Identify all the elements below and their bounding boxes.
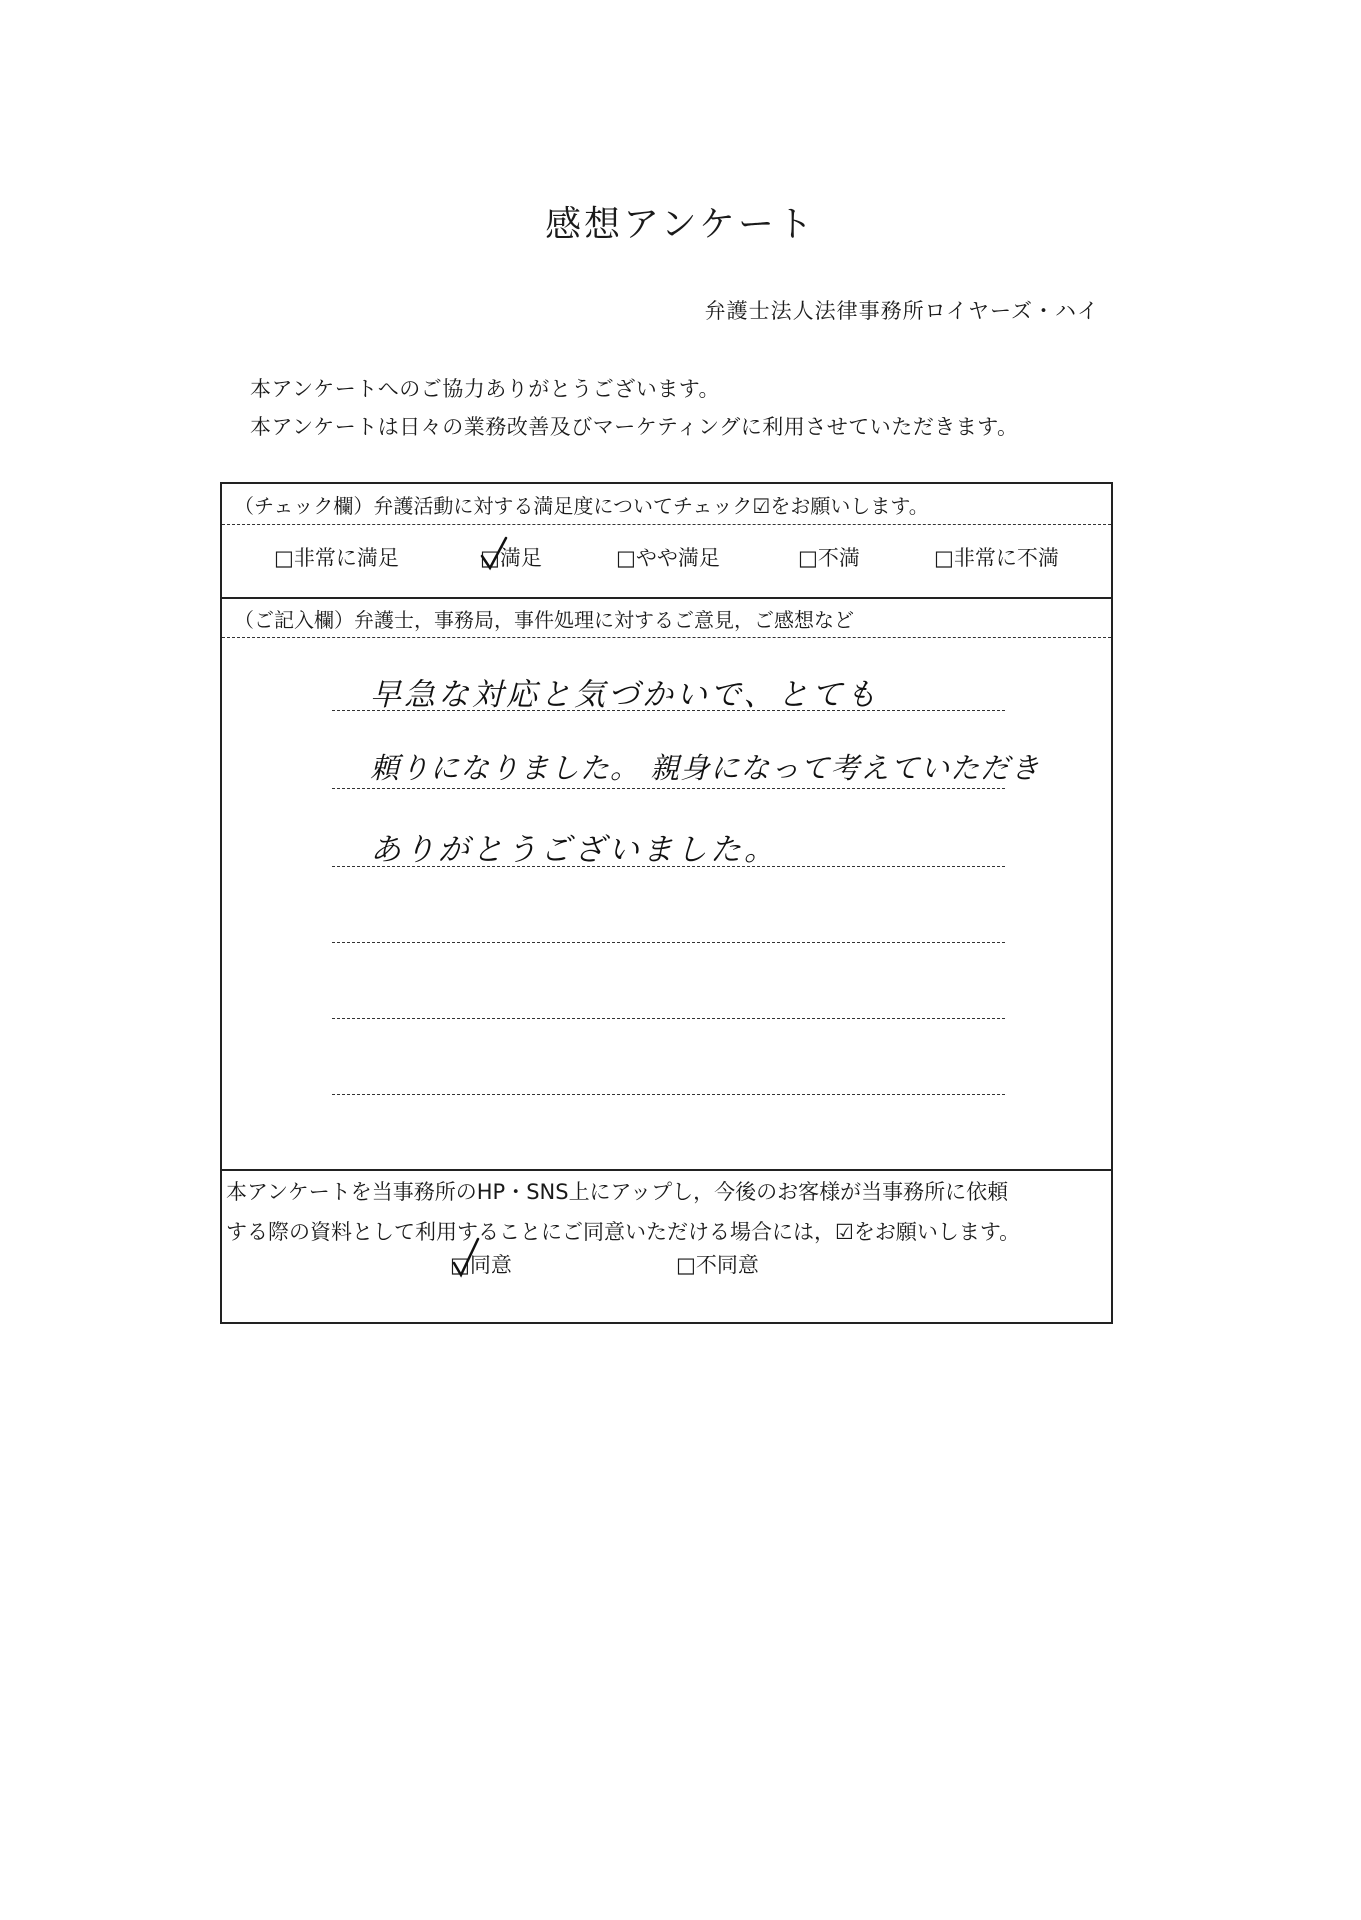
writing-line [332,710,1005,711]
option-somewhat-satisfied[interactable]: □やや満足 [616,546,720,570]
option-agree[interactable]: □同意 [450,1253,512,1277]
option-satisfied[interactable]: □満足 [480,546,542,570]
writing-line [332,1018,1005,1019]
consent-text [226,1172,1020,1252]
intro-text [250,370,1019,446]
option-disagree[interactable]: □不同意 [676,1253,759,1277]
intro-line: 本アンケートは日々の業務改善及びマーケティングに利用させていただきます。 [250,415,1019,439]
intro-line: 本アンケートへのご協力ありがとうございます。 [250,377,721,401]
firm-name: 弁護士法人法律事務所ロイヤーズ・ハイ [704,299,1099,323]
divider [222,1169,1111,1171]
option-very-satisfied[interactable]: □非常に満足 [274,546,399,570]
page-title: 感想アンケート [545,204,816,245]
handwritten-comment-line: 頼りになりました。 親身になって考えていただき [370,751,1041,785]
consent-text-line: する際の資料として利用することにご同意いただける場合には，☑をお願いします。 [226,1220,1021,1244]
divider [222,637,1111,638]
check-section-heading: （チェック欄）弁護活動に対する満足度についてチェック☑をお願いします。 [234,494,929,518]
option-dissatisfied[interactable]: □不満 [798,546,860,570]
survey-form [220,482,1113,1324]
consent-options [222,1249,1111,1283]
writing-line [332,942,1005,943]
divider [222,597,1111,599]
handwritten-comment-line: 早急な対応と気づかいで、とても [370,677,880,713]
writing-line [332,1094,1005,1095]
divider [222,524,1111,525]
option-very-dissatisfied[interactable]: □非常に不満 [934,546,1059,570]
consent-text-line: 本アンケートを当事務所のHP・SNS上にアップし，今後のお客様が当事務所に依頼 [226,1180,1009,1204]
handwritten-comment-line: ありがとうございました。 [370,832,778,868]
comment-section-heading: （ご記入欄）弁護士，事務局，事件処理に対するご意見，ご感想など [234,608,854,632]
writing-line [332,788,1005,789]
writing-line [332,866,1005,867]
satisfaction-options [222,542,1111,576]
